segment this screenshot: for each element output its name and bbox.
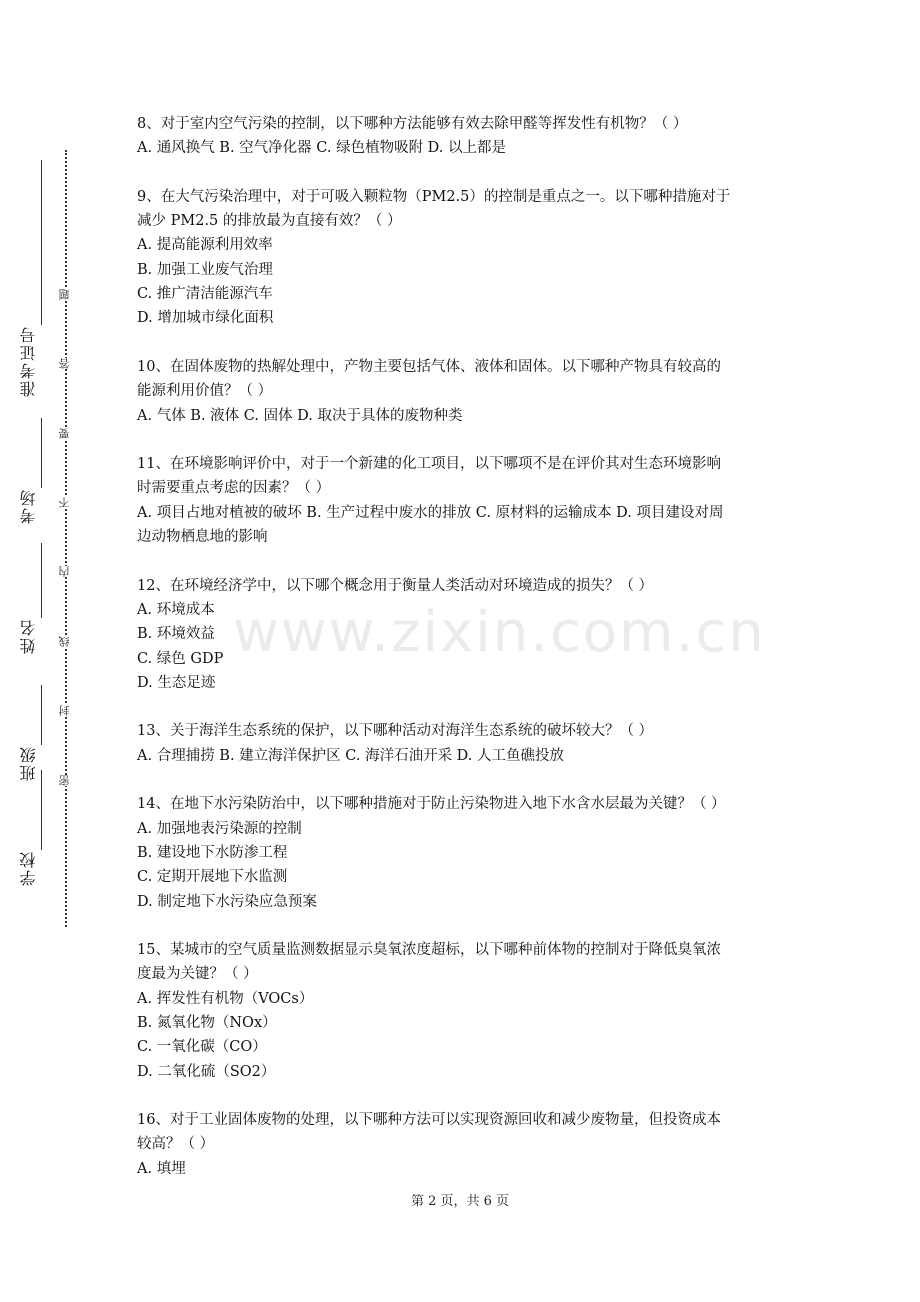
question-option: D. 二氧化硫（SO2） (137, 1063, 276, 1080)
school-field (14, 850, 44, 886)
question-stem-line: 10、在固体废物的热解处理中，产物主要包括气体、液体和固体。以下哪种产物具有较高的 (137, 358, 721, 375)
question-stem-line: 9、在大气污染治理中，对于可吸入颗粒物（PM2.5）的控制是重点之一。以下哪种措施对于 (137, 188, 731, 205)
seal-char: 要 (58, 428, 74, 439)
watermark: www.zixin.com.cn (233, 600, 766, 665)
question-option: B. 氮氧化物（NOx） (137, 1014, 277, 1031)
question-stem-line: 8、对于室内空气污染的控制，以下哪种方法能够有效去除甲醛等挥发性有机物？（ ） (137, 116, 688, 132)
question-option: A. 合理捕捞 B. 建立海洋保护区 C. 海洋石油开采 D. 人工鱼礁投放 (137, 747, 565, 764)
seal-char: 封 (58, 705, 74, 716)
seal-char: 线 (58, 636, 74, 647)
class-field (14, 745, 44, 781)
question-block (137, 574, 797, 695)
admission-number-label: 准考证号 (19, 325, 38, 397)
seal-char: 题 (58, 289, 74, 300)
question-stem-line: 减少 PM2.5 的排放最为直接有效？（ ） (137, 213, 402, 230)
question-option: 边动物栖息地的影响 (137, 529, 268, 546)
question-stem-line: 能源利用价值？（ ） (137, 383, 273, 400)
question-option: A. 通风换气 B. 空气净化器 C. 绿色植物吸附 D. 以上都是 (137, 140, 507, 157)
question-option: C. 定期开展地下水监测 (137, 869, 288, 886)
question-option: A. 加强地表污染源的控制 (137, 820, 302, 837)
question-option: A. 气体 B. 液体 C. 固体 D. 取决于具体的废物种类 (137, 407, 463, 424)
name-field (14, 618, 44, 654)
question-stem-line: 11、在环境影响评价中，对于一个新建的化工项目，以下哪项不是在评价其对生态环境影响 (137, 456, 721, 473)
question-option: B. 加强工业废气治理 (137, 261, 273, 278)
exam-room-field (14, 488, 44, 524)
question-option: D. 生态足迹 (137, 674, 216, 691)
question-option: D. 增加城市绿化面积 (137, 310, 274, 327)
question-option: B. 建设地下水防渗工程 (137, 844, 288, 861)
binding-margin (14, 150, 44, 950)
question-stem-line: 16、对于工业固体废物的处理，以下哪种方法可以实现资源回收和减少废物量，但投资成本 (137, 1112, 721, 1129)
school-label: 学校 (19, 850, 38, 886)
seal-char: 不 (58, 497, 74, 508)
question-option: C. 推广清洁能源汽车 (137, 286, 273, 303)
question-option: C. 一氧化碳（CO） (137, 1039, 267, 1056)
question-option: C. 绿色 GDP (137, 650, 224, 667)
question-option: B. 环境效益 (137, 626, 215, 643)
exam-room-label: 考场 (19, 488, 38, 524)
question-option: A. 提高能源利用效率 (137, 237, 273, 254)
question-stem-line: 14、在地下水污染防治中，以下哪种措施对于防止污染物进入地下水含水层最为关键？（ ） (137, 796, 726, 813)
question-block (137, 452, 797, 549)
seal-char: 密 (58, 775, 74, 786)
seal-char: 答 (58, 358, 74, 369)
question-block (137, 719, 797, 768)
question-block (137, 112, 797, 161)
admission-number-field (14, 325, 44, 397)
question-stem-line: 15、某城市的空气质量监测数据显示臭氧浓度超标，以下哪种前体物的控制对于降低臭氧浓 (137, 942, 721, 959)
question-stem-line: 13、关于海洋生态系统的保护，以下哪种活动对海洋生态系统的破坏较大？（ ） (137, 723, 654, 740)
question-stem-line: 度最为关键？（ ） (137, 966, 258, 983)
question-option: A. 挥发性有机物（VOCs） (137, 990, 314, 1007)
question-list (137, 112, 797, 1205)
question-option: D. 制定地下水污染应急预案 (137, 893, 317, 910)
question-block (137, 185, 797, 331)
question-option: A. 填埋 (137, 1160, 186, 1177)
seal-char: 内 (58, 566, 74, 577)
question-stem-line: 12、在环境经济学中，以下哪个概念用于衡量人类活动对环境造成的损失？（ ） (137, 577, 654, 594)
page-footer: 第 2 页，共 6 页 (410, 1194, 510, 1209)
question-stem-line: 时需要重点考虑的因素？（ ） (137, 480, 331, 497)
question-option: A. 项目占地对植被的破坏 B. 生产过程中废水的排放 C. 原材料的运输成本 D. 项目建设对周 (137, 504, 724, 521)
question-block (137, 355, 797, 428)
name-label: 姓名 (19, 618, 38, 654)
seal-line (65, 150, 67, 927)
question-block (137, 792, 797, 913)
question-block (137, 1108, 797, 1181)
question-block (137, 938, 797, 1084)
question-option: A. 环境成本 (137, 601, 215, 618)
class-label: 班级 (19, 745, 38, 781)
question-stem-line: 较高？（ ） (137, 1136, 215, 1153)
